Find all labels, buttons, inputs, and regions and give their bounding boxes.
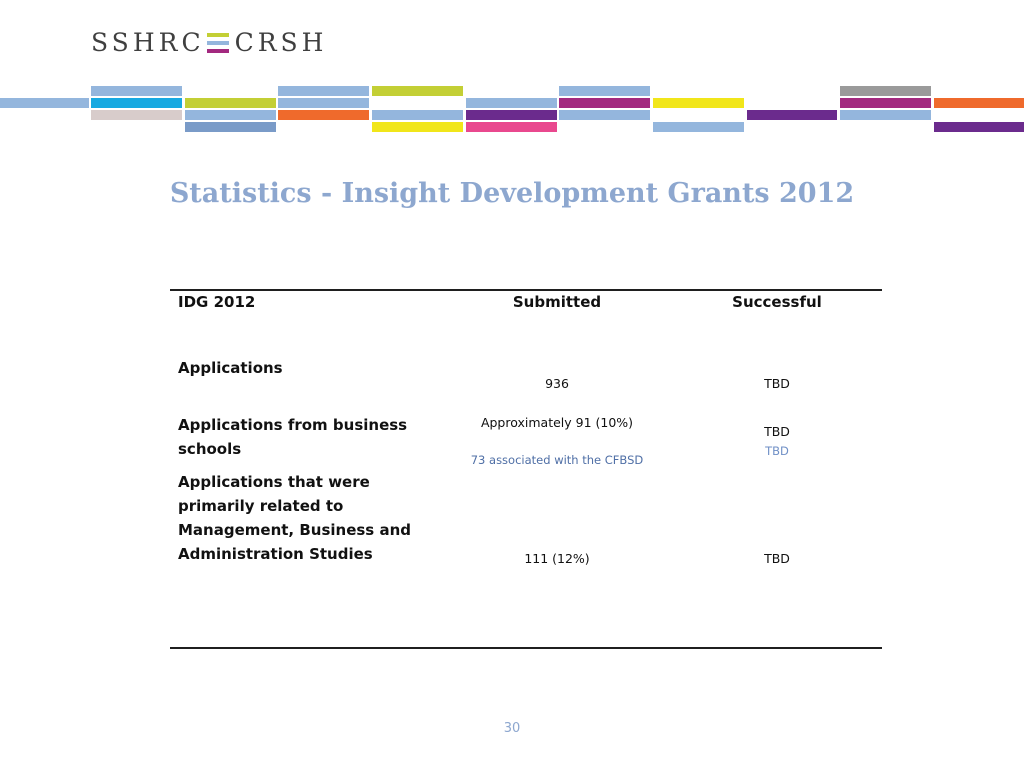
page-number: 30 (503, 721, 521, 736)
band-bar (653, 122, 744, 132)
band-bar (466, 122, 557, 132)
band-bar (278, 86, 369, 96)
band-bar (653, 98, 744, 108)
band-bar (747, 110, 837, 120)
band-bar (559, 86, 650, 96)
band-bar (840, 86, 931, 96)
row-management-submitted: 111 (12%) (524, 551, 590, 566)
band-bar (840, 98, 931, 108)
band-bar (185, 110, 276, 120)
band-bar (559, 110, 650, 120)
header-submitted: Submitted (512, 293, 602, 311)
band-bar (0, 98, 89, 108)
logo-crsh-text: CRSH (234, 28, 328, 57)
band-bar (185, 98, 276, 108)
band-bar (466, 98, 557, 108)
row-business-schools-successful: TBD (764, 424, 790, 439)
band-bar (278, 98, 369, 108)
band-bar (278, 110, 369, 120)
band-bar (91, 110, 182, 120)
row-management-successful: TBD (764, 551, 790, 566)
table-top-rule (170, 289, 882, 291)
band-bar (466, 110, 557, 120)
band-bar (91, 86, 182, 96)
row-applications-submitted: 936 (545, 376, 569, 391)
row-label-management-studies: Applications that were primarily related to Management, Business and Administration Studies (178, 473, 411, 563)
band-bar (372, 110, 463, 120)
band-bar (91, 98, 182, 108)
band-bar (372, 122, 463, 132)
row-label-business-schools: Applications from business schools (178, 416, 408, 458)
logo-sshrc-text: SSHRC (91, 28, 205, 57)
band-bar (934, 122, 1024, 132)
row-applications-successful: TBD (764, 376, 790, 391)
row-business-schools-submitted-note: 73 associated with the CFBSD (470, 453, 644, 467)
row-business-schools-successful-note: TBD (765, 444, 789, 458)
decorative-color-band (0, 0, 1024, 140)
band-bar (559, 98, 650, 108)
band-bar (372, 86, 463, 96)
band-bar (185, 122, 276, 132)
band-bar (934, 98, 1024, 108)
row-business-schools-submitted: Approximately 91 (10%) (480, 415, 634, 430)
header-idg-2012: IDG 2012 (178, 293, 256, 311)
page-title: Statistics - Insight Development Grants 2012 (169, 178, 855, 209)
band-bar (840, 110, 931, 120)
header-successful: Successful (732, 293, 822, 311)
table-bottom-rule (170, 647, 882, 649)
row-label-applications: Applications (178, 359, 283, 377)
